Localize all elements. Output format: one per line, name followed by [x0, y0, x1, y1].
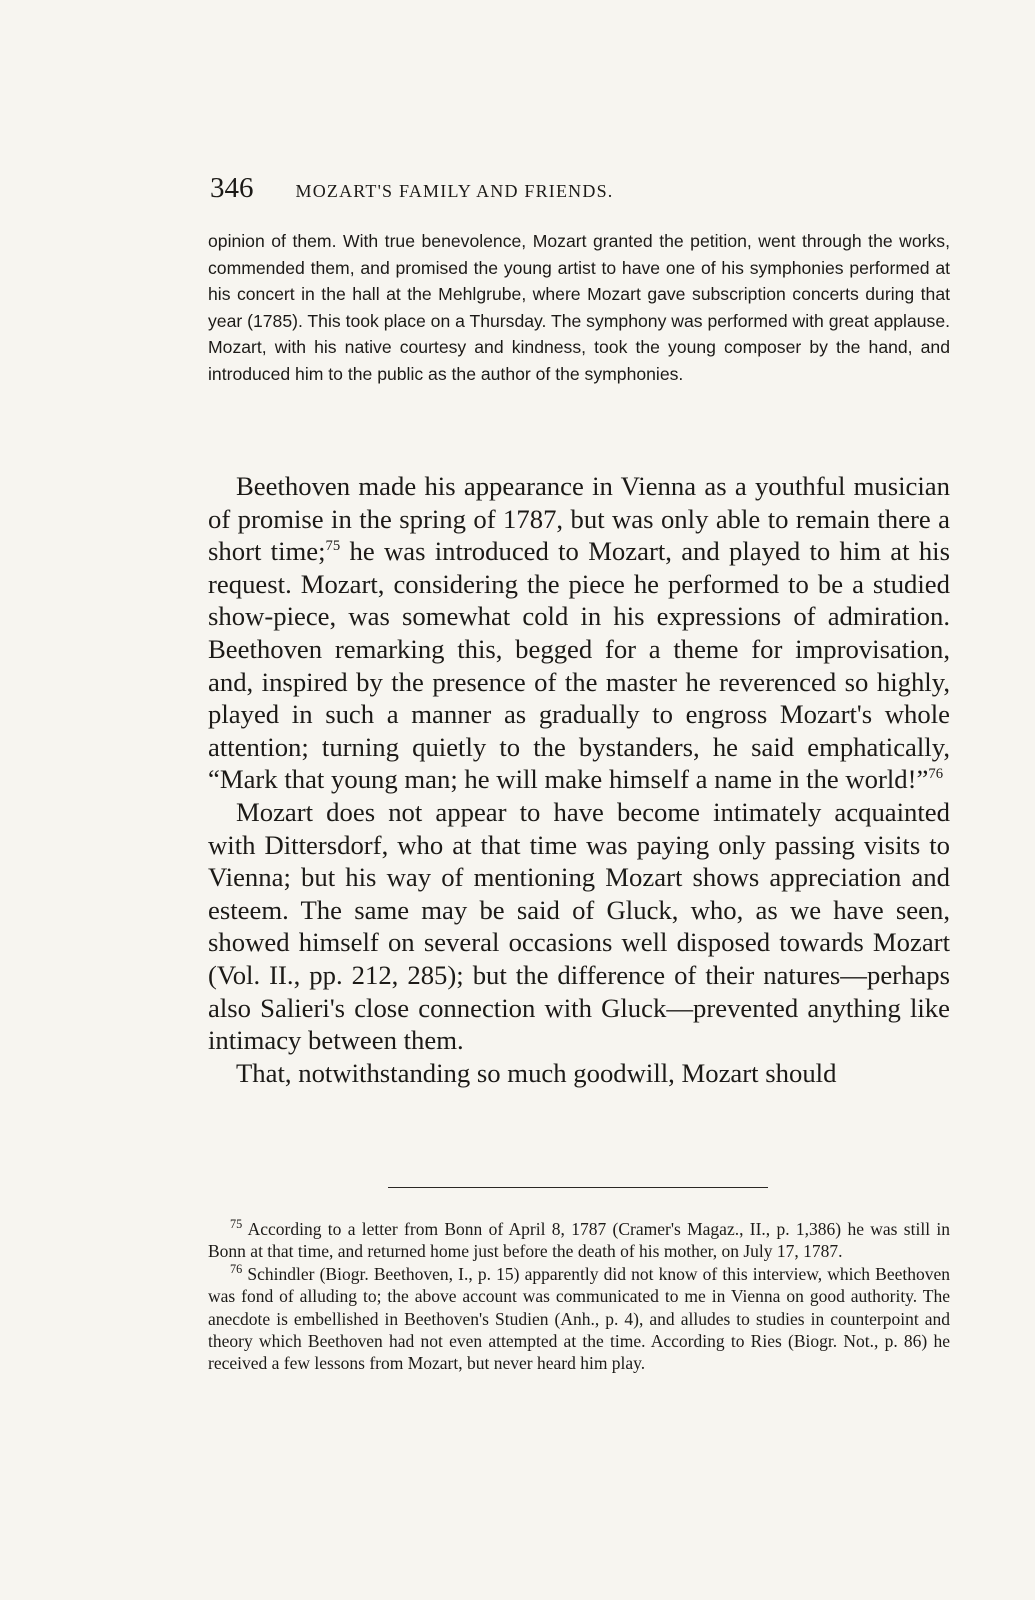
quoted-extract: opinion of them. With true benevolence, Mozart granted the petition, went through the works, commended them, and promised the young artist to have one of his symphonies performed at his concert in the hall at the Mehlgrube, where Mozart gave subscription concerts during that year (1785). This took place on a Thursday. The symphony was performed with great applause. Mozart, with his native courtesy and kindness, took the young composer by the hand, and introduced him to the public as the author of the symphonies. [208, 231, 950, 384]
paragraph-dittersdorf-gluck: Mozart does not appear to have become intimately acquainted with Dittersdorf, who at that time was paying only passing visits to Vienna; but his way of mentioning Mozart shows appreciation and esteem. The same may be said of Gluck, who, as we have seen, showed himself on several occasions well disposed towards Mozart (Vol. II., pp. 212, 285); but the difference of their natures—perhaps also Salieri's close connection with Gluck—prevented anything like intimacy between them. [208, 796, 950, 1056]
page-number: 346 [210, 172, 254, 204]
footnote-text: According to a letter from Bonn of April 8, 1787 (Cramer's Magaz., II., p. 1,386) he was still in Bonn at that time, and returned home just before the death of his mother, on July 17, 1787. [208, 1219, 950, 1262]
footnote-mark: 75 [230, 1217, 243, 1232]
footnote-75 [208, 1218, 950, 1263]
paragraph-beethoven [208, 470, 950, 796]
footnote-text: Schindler (Biogr. Beethoven, I., p. 15) apparently did not know of this interview, which Beethoven was fond of alluding to; the above account was communicated to me in Vienna on good authority. The anecdote is embellished in Beethoven's Studien (Anh., p. 4), and alludes to studies in counterpoint and theory which Beethoven had not even attempted at the time. According to Ries (Biogr. Not., p. 86) he received a few lessons from Mozart, but never heard him play. [208, 1263, 950, 1374]
footnote-divider [388, 1187, 768, 1188]
paragraph-goodwill: That, notwithstanding so much goodwill, Mozart should [236, 1057, 837, 1088]
footnote-mark: 76 [230, 1261, 243, 1276]
paragraph-text: Beethoven made his appearance in Vienna as a youthful musician of promise in the spring of 1787, but was only able to remain there a short time; [208, 471, 950, 567]
main-text [208, 470, 950, 1089]
footnote-reference: 76 [928, 766, 944, 783]
paragraph-text: he was introduced to Mozart, and played to him at his request. Mozart, considering the piece he performed to be a studied show-piece, was somewhat cold in his expressions of admiration. Beethoven remarking this, begged for a theme for improvisation, and, inspired by the presence of the master he reverenced so highly, played in such a manner as gradually to engross Mozart's whole attention; turning quietly to the bystanders, he said emphatically, “Mark that young man; he will make himself a name in the world!” [208, 536, 950, 795]
footnote-reference: 75 [325, 538, 341, 555]
running-head: MOZART'S FAMILY AND FRIENDS. [295, 181, 614, 201]
footnotes [208, 1218, 950, 1375]
footnote-76 [208, 1263, 950, 1375]
page-header [210, 172, 950, 205]
